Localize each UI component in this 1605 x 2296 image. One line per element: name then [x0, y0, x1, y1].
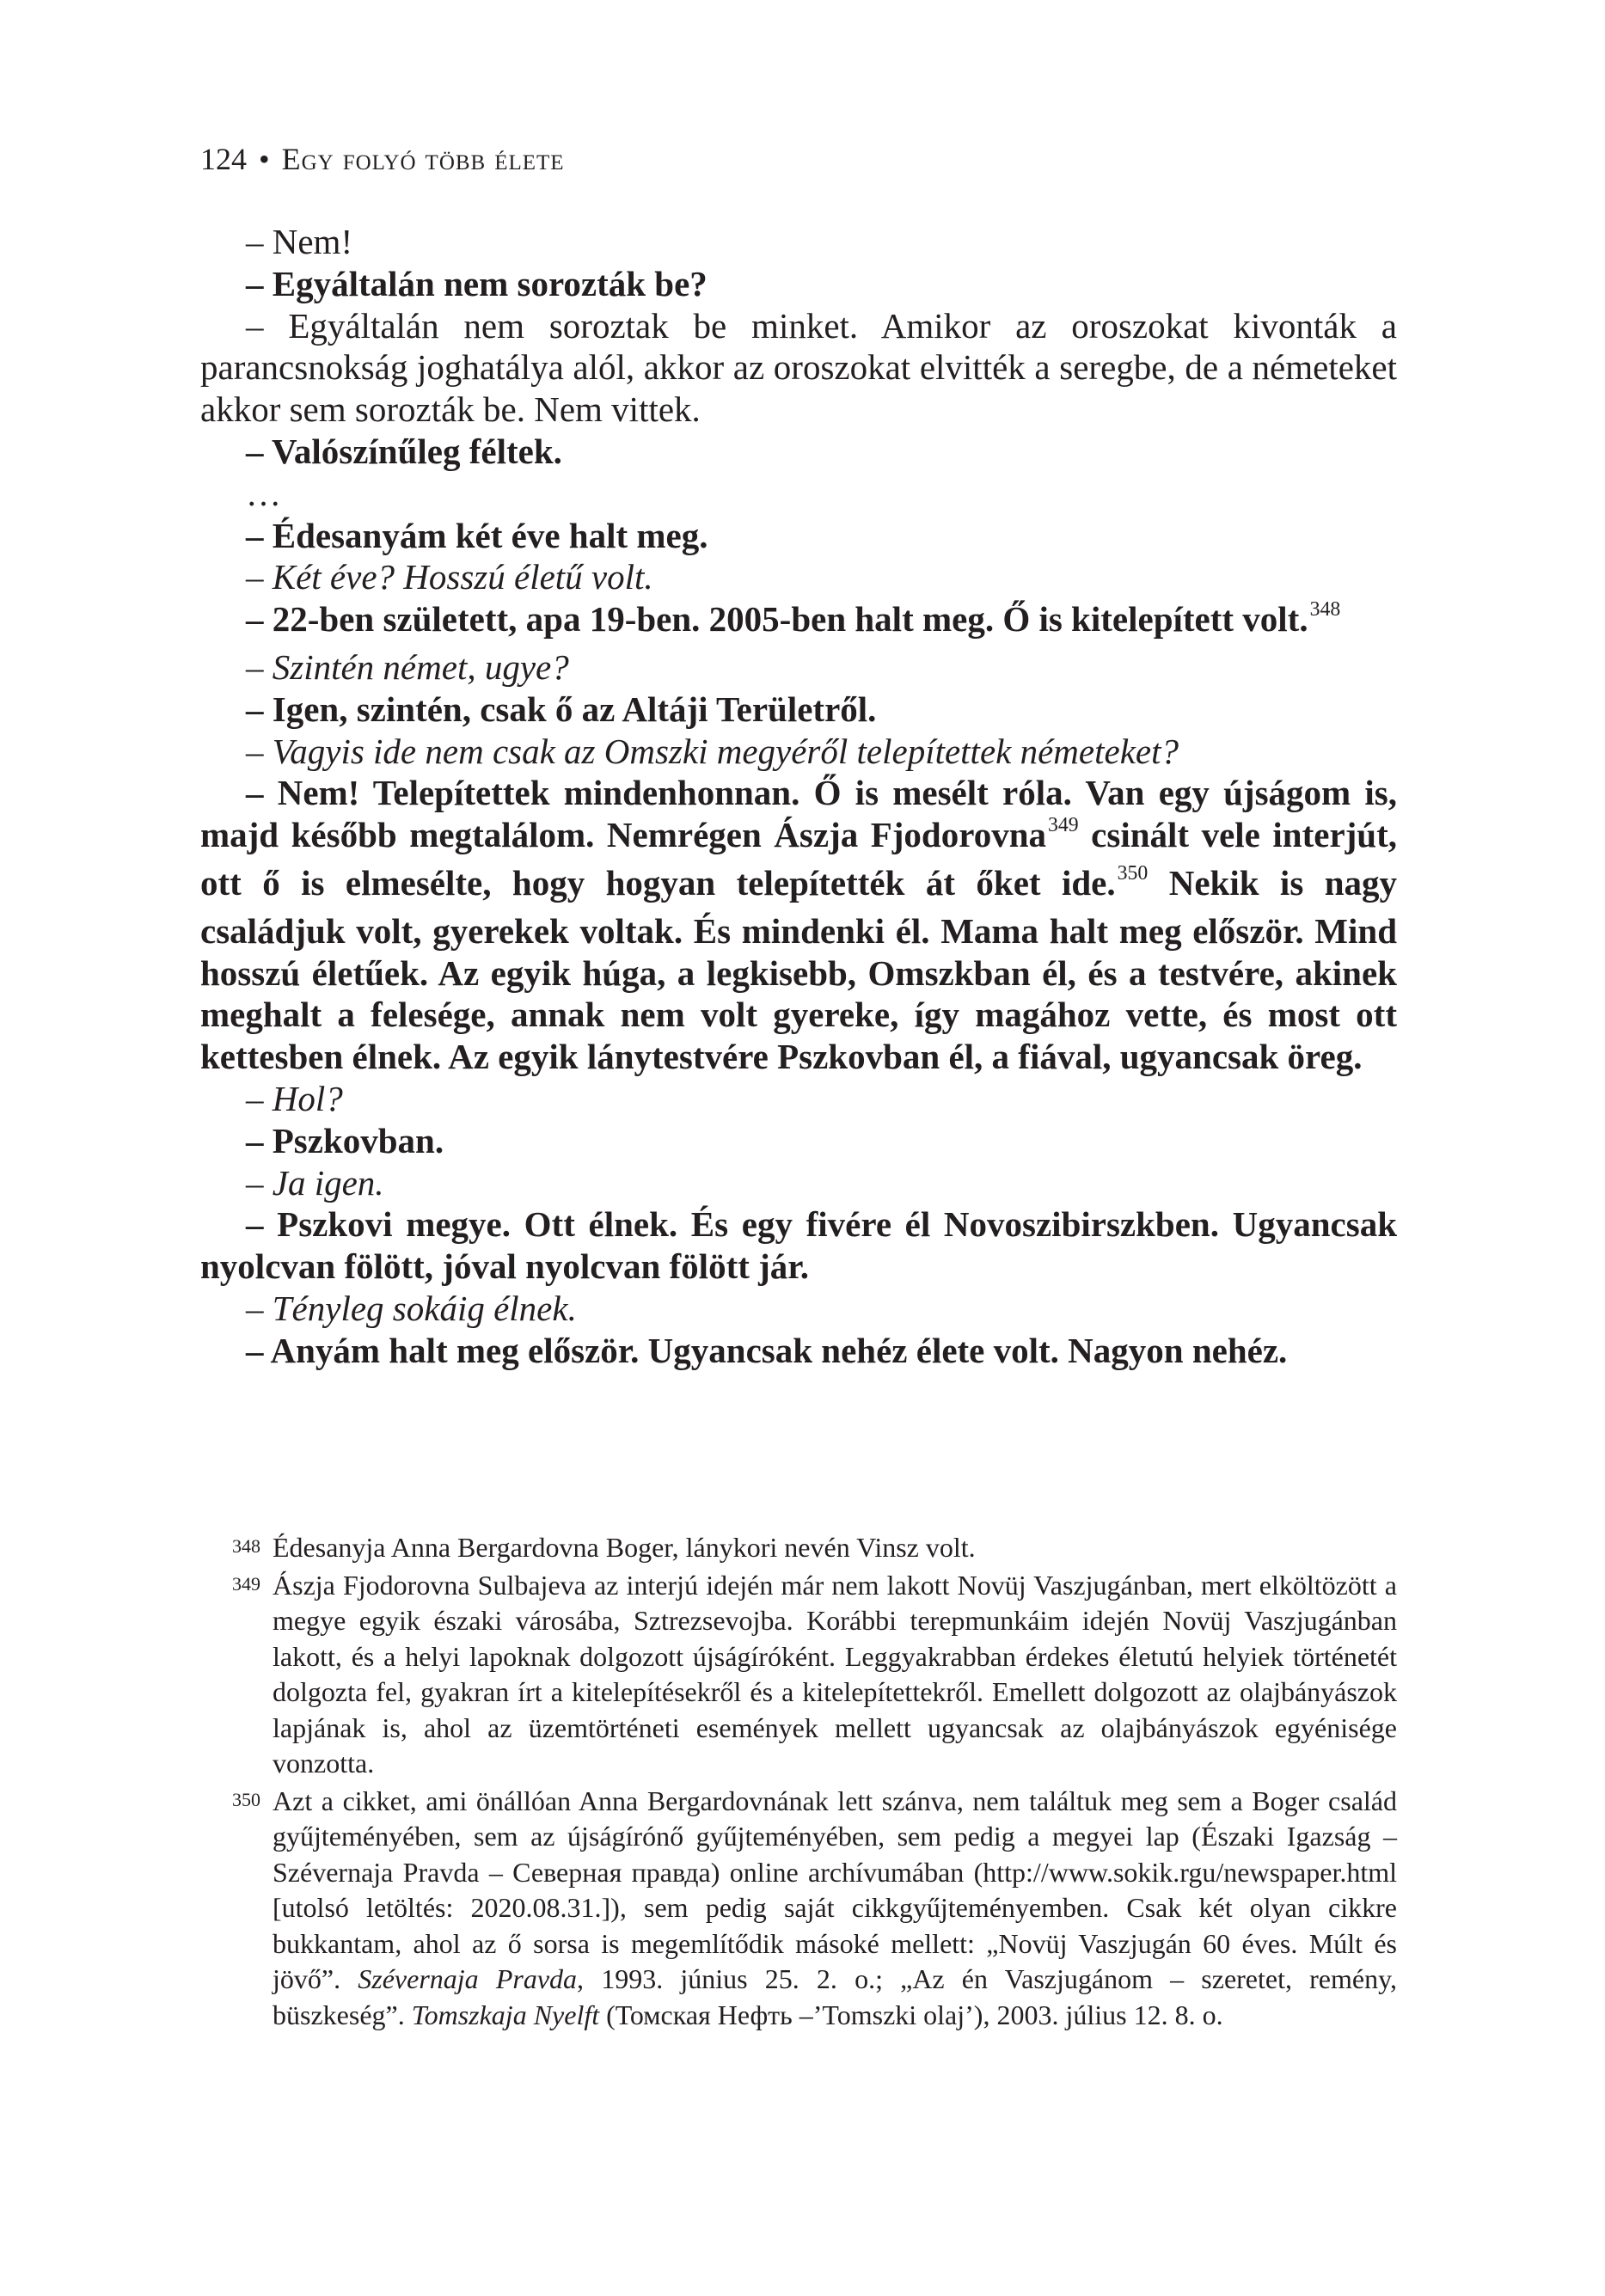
footnote-ref: 350	[1117, 862, 1149, 885]
footnote-text: Azt a cikket, ami önállóan Anna Bergardovnának lett szánva, nem találtuk meg sem a Boger család gyűjteményében, sem az újságírónő gyűjteményében, sem pedig a megyei lap (Északi Igazság – Szévernaja Pravda – Северная правда) online archívumában (http://www.sokik.rgu/newspaper.html [utolsó letöltés: 2020.08.31.]), sem pedig saját cikkgyűjteményemben. Csak két olyan cikkre bukkantam, ahol az ő sorsa is megemlítődik másoké mellett: „Novüj Vaszjugán 60 éves. Múlt és jövő”. Szévernaja Pravda, 1993. június 25. 2. o.; „Az én Vaszjugánom – szeretet, remény, büszkeség”. Tomszkaja Nyelft (Томская Нефть –’Tomszki olaj’), 2003. július 12. 8. o.	[273, 1785, 1398, 2030]
paragraph: – Anyám halt meg először. Ugyancsak nehéz élete volt. Nagyon nehéz.	[246, 1330, 1288, 1370]
paragraph: – Édesanyám két éve halt meg.	[246, 515, 708, 555]
footnote-number: 349	[232, 1572, 260, 1595]
footnote	[200, 1568, 1397, 1782]
footnote	[200, 1530, 1397, 1566]
footnote-number: 348	[232, 1535, 260, 1557]
paragraph: – Igen, szintén, csak ő az Altáji Területről.	[246, 689, 877, 729]
paragraph: – Nem! Telepítettek mindenhonnan. Ő is mesélt róla. Van egy újságom is, majd később megtalálom. Nemrégen Ászja Fjodorovna$^{349}$ csinált vele interjút, ott ő is elmesélte, hogy hogyan telepítették át őket ide.$^{350}$ Nekik is nagy családjuk volt, gyerekek voltak. És mindenki él. Mama halt meg először. Mind hosszú életűek. Az egyik húga, a legkisebb, Omszkban él, és a testvére, akinek meghalt a felesége, annak nem volt gyereke, így magához vette, és most ott kettesben élnek. Az egyik lánytestvére Pszkovban él, a fiával, ugyancsak öreg.	[200, 773, 1397, 1077]
paragraph: – 22-ben született, apa 19-ben. 2005-ben halt meg. Ő is kitelepített volt.$^{348}$	[246, 598, 1341, 640]
running-header	[200, 138, 565, 181]
footnotes	[200, 1530, 1397, 2035]
footnote-ref: 349	[1048, 814, 1079, 837]
footnote-text: Édesanyja Anna Bergardovna Boger, lánykori nevén Vinsz volt.	[273, 1532, 976, 1563]
paragraph: – Nem!	[246, 222, 353, 261]
paragraph: – Szintén német, ugye?	[246, 646, 569, 687]
footnote-ref: 348	[1309, 598, 1341, 621]
paragraph: – Pszkovi megye. Ott élnek. És egy fivére él Novoszibirszkben. Ugyancsak nyolcvan fölött, jóval nyolcvan fölött jár.	[200, 1204, 1397, 1287]
paragraph: – Pszkovban.	[246, 1120, 444, 1160]
paragraph: – Egyáltalán nem soroztak be minket. Amikor az oroszokat kivonták a parancsnokság joghatálya alól, akkor az oroszokat elvitték a seregbe, de a németeket akkor sem sorozták be. Nem vittek.	[200, 305, 1397, 430]
footnote-number: 350	[232, 1788, 260, 1810]
paragraph: – Hol?	[246, 1078, 343, 1118]
footnote	[200, 1784, 1397, 2034]
paragraph: – Egyáltalán nem sorozták be?	[246, 263, 708, 303]
footnote-text: Ászja Fjodorovna Sulbajeva az interjú idején már nem lakott Novüj Vaszjugánban, mert elköltözött a megye egyik északi városába, Sztrezsevojba. Korábbi terepmunkáim idején Novüj Vaszjugánban lakott, és a helyi lapoknak dolgozott újságíróként. Leggyakrabban érdekes életutú helyiek történetét dolgozta fel, gyakran írt a kitelepítésekről és a kitelepítettekről. Emellett dolgozott az olajbányászok lapjának is, ahol az üzemtörténeti események mellett ugyancsak az olajbányászok egyénisége vonzotta.	[273, 1569, 1397, 1779]
citation-title: Szévernaja Pravda	[358, 1963, 578, 1994]
citation-title: Tomszkaja Nyelft	[411, 1999, 600, 2030]
header-separator: •	[259, 142, 270, 176]
paragraph-ellipsis: …	[246, 473, 281, 513]
paragraph: – Két éve? Hosszú életű volt.	[246, 557, 653, 597]
paragraph: – Vagyis ide nem csak az Omszki megyéről telepítettek németeket?	[246, 731, 1179, 771]
paragraph: – Valószínűleg féltek.	[246, 431, 562, 471]
paragraph: – Ja igen.	[246, 1162, 384, 1203]
paragraph: – Tényleg sokáig élnek.	[246, 1288, 577, 1328]
interview-text	[200, 221, 1397, 1372]
page-number: 124	[200, 142, 247, 176]
running-title: Egy folyó több élete	[281, 142, 565, 176]
